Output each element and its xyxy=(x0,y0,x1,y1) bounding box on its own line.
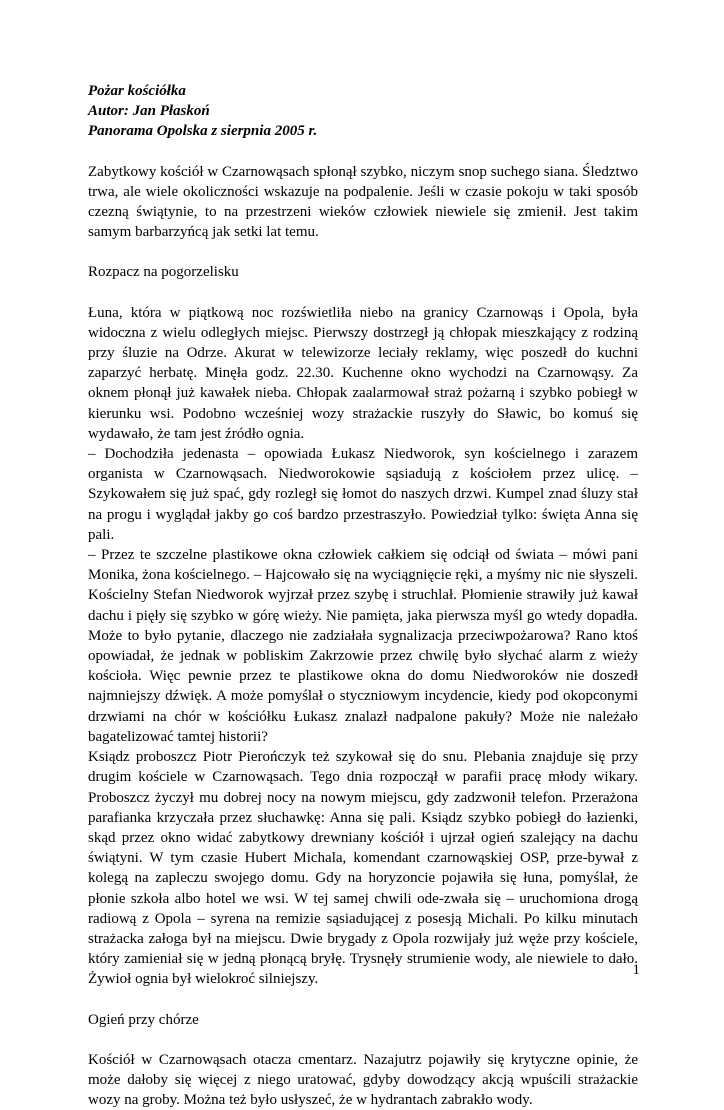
body-paragraph: – Przez te szczelne plastikowe okna człowiek całkiem się odciął od świata – mówi pani Monika, żona kościelnego. – Hajcowało się na wyciągnięcie ręki, a myśmy nic nie słyszeli. Kościelny Stefan Niedworok wyjrzał przez szybę i struchlał. Płomienie strawiły już kawał dachu i pięły się szybko w górę wieży. Nie pamięta, jaka pierwsza myśl go wtedy dopadła. Może to było pytanie, dlaczego nie zadziałała sygnalizacja przeciwpożarowa? Rano ktoś opowiadał, że jednak w pobliskim Zakrzowie przez chwilę było słychać alarm z wieży kościoła. Więc pewnie przez te plastikowe okna do domu Niedworoków nie doszedł najmniejszy dźwięk. A może pomyślał o styczniowym incydencie, kiedy pod okopconymi drzwiami na chór w kościółku Łukasz znalazł nadpalone pakuły? Może nie należało bagatelizować tamtej historii? xyxy=(88,547,638,745)
article-source: Panorama Opolska z sierpnia 2005 r. xyxy=(88,123,318,140)
body-paragraph: Łuna, która w piątkową noc rozświetliła niebo na granicy Czarnowąs i Opola, była widoczna z wielu odległych miejsc. Pierwszy dostrzegł ją chłopak mieszkający z rodziną przy śluzie na Odrze. Akurat w telewizorze leciały reklamy, więc poszedł do kuchni zaparzyć herbatę. Minęła godz. 22.30. Kuchenne okno wychodzi na Czarnowąsy. Za oknem płonął już kawałek nieba. Chłopak zaalarmował straż pożarną i szybko pobiegł w kierunku wsi. Podobno wcześniej wozy strażackie ruszyły do Sławic, bo komuś się wydawało, że tam jest źródło ognia. xyxy=(88,304,638,442)
page-number: 1 xyxy=(632,962,640,978)
article-body xyxy=(88,81,638,1110)
spacer xyxy=(88,1030,638,1050)
spacer xyxy=(88,142,638,162)
lead-paragraph: Zabytkowy kościół w Czarnowąsach spłonął szybko, niczym snop suchego siana. Śledztwo trwa, ale wiele okoliczności wskazuje na podpalenie. Jeśli w czasie pokoju w taki sposób czezną świątynie, to na przestrzeni wieków człowiek niewiele się zmienił. Jest takim samym barbarzyńcą jak setki lat temu. xyxy=(88,163,638,241)
spacer xyxy=(88,990,638,1010)
article-title: Pożar kościółka xyxy=(88,83,186,99)
article-author: Autor: Jan Płaskoń xyxy=(88,103,210,120)
section-heading-1: Rozpacz na pogorzelisku xyxy=(88,264,239,281)
body-paragraph: – Dochodziła jedenasta – opowiada Łukasz Niedworok, syn kościelnego i zarazem organista w Czarnowąsach. Niedworokowie sąsiadują z kościołem przez ulicę. – Szykowałem się już spać, gdy rozległ się łomot do naszych drzwi. Kumpel znad śluzy stał na progu i wyglądał jakby go coś bardzo przestraszyło. Powiedział tylko: święta Anna się pali. xyxy=(88,446,638,543)
section-heading-2: Ogień przy chórze xyxy=(88,1011,199,1028)
body-paragraph: Ksiądz proboszcz Piotr Pierończyk też szykował się do snu. Plebania znajduje się przy drugim kościele w Czarnowąsach. Tego dnia rozpoczął w parafii pracę młody wikary. Proboszcz życzył mu dobrej nocy na nowym miejscu, gdy zadzwonił telefon. Przerażona parafianka krzyczała przez słuchawkę: Anna się pali. Ksiądz szybko pobiegł do łazienki, skąd przez okno widać zabytkowy drewniany kościół i ujrzał ogień szalejący na dachu świątyni. W tym czasie Hubert Michala, komendant czarnowąskiej OSP, prze-bywał z kolegą na zapleczu swojego domu. Gdy na horyzoncie pojawiła się łuna, pomyślał, że płonie szkoła albo hotel we wsi. W tej samej chwili ode-zwała się – uruchomiona drogą radiową z Opola – syrena na remizie sąsiadującej z posesją Michali. Po kilku minutach strażacka załoga był na miejscu. Dwie brygady z Opola rozwijały już węże przy kościele, który zamieniał się w jedną płonącą bryłę. Trysnęły strumienie wody, ale niewiele to dało. Żywioł ognia był wielokroć silniejszy. xyxy=(88,749,638,988)
spacer xyxy=(88,283,638,303)
article-header xyxy=(88,81,638,142)
body-paragraph: Kościół w Czarnowąsach otacza cmentarz. Nazajutrz pojawiły się krytyczne opinie, że może dałoby się więcej z niego uratować, gdyby dowodzący akcją wpuścili strażackie wozy na groby. Można też było usłyszeć, że w hydrantach zabrakło wody. xyxy=(88,1051,638,1109)
spacer xyxy=(88,242,638,262)
